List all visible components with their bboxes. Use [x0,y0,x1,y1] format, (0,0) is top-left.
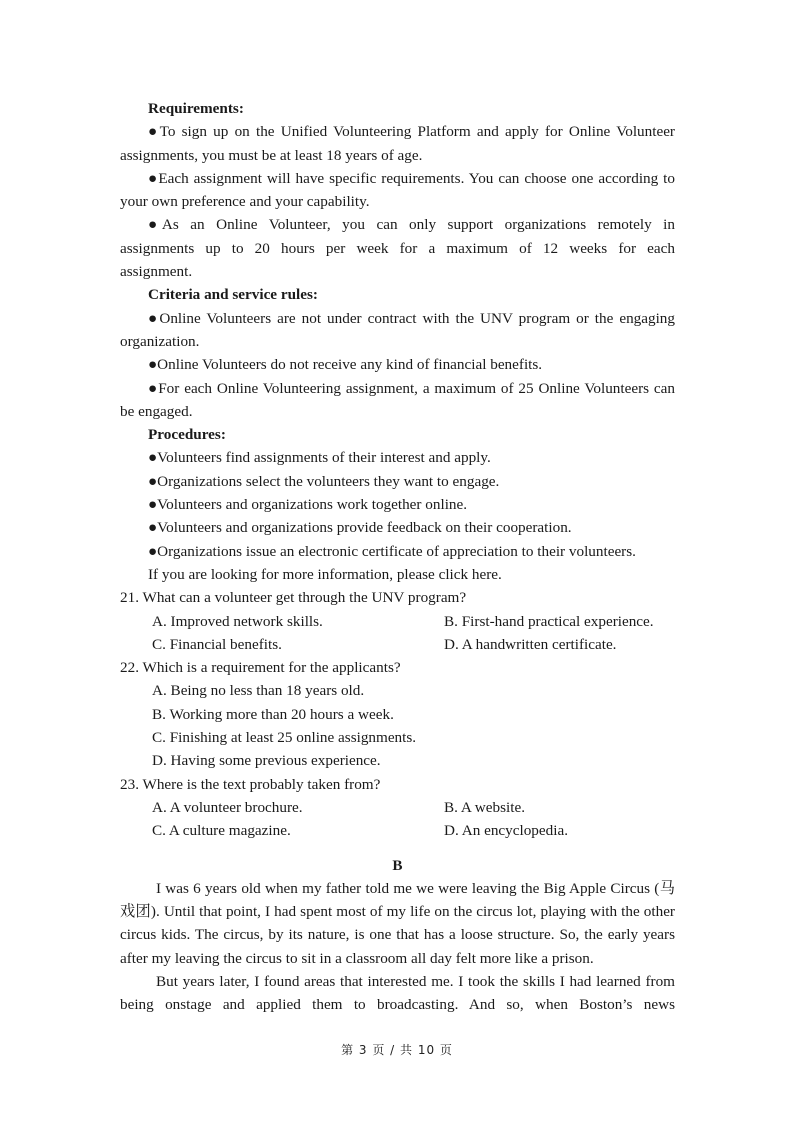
option-c[interactable]: C. A culture magazine. [152,822,291,840]
question-stem: 22. Which is a requirement for the applicants? [120,659,401,677]
option-c[interactable]: C. Finishing at least 25 online assignments. [152,729,417,747]
option-a[interactable]: A. Improved network skills. [152,612,323,630]
criteria-item: ●For each Online Volunteering assignment, a maximum of 25 Online Volunteers can be engaged. [120,379,675,420]
more-info-link[interactable]: If you are looking for more information, please click here. [148,565,502,583]
question-22 [120,656,675,772]
passage-b-title: B [392,856,403,874]
procedure-item: ●Volunteers and organizations provide feedback on their cooperation. [148,519,572,537]
option-b[interactable]: B. First-hand practical experience. [444,612,654,630]
criteria-heading: Criteria and service rules: [148,286,318,304]
procedure-item: ●Organizations select the volunteers they want to engage. [148,472,500,490]
option-d[interactable]: D. An encyclopedia. [444,822,568,840]
option-b[interactable]: B. A website. [444,798,526,816]
requirements-heading: Requirements: [148,100,244,117]
passage-paragraph: I was 6 years old when my father told me we were leaving the Big Apple Circus (马戏团). Until that point, I had spent most of my life on the circus lot, playing with the other circus kids. The circus, by its nature, is one that has a loose structure. So, the early years after my leaving the circus to sit in a classroom all day felt more like a prison. [120,879,675,967]
question-stem: 23. Where is the text probably taken from? [120,775,381,793]
question-23 [120,773,675,843]
option-b[interactable]: B. Working more than 20 hours a week. [152,705,394,723]
criteria-item: ●Online Volunteers do not receive any kind of financial benefits. [148,356,543,374]
procedures-heading: Procedures: [148,426,226,444]
document-page [120,97,675,1017]
procedure-item: ●Volunteers and organizations work together online. [148,496,468,514]
procedure-item: ●Organizations issue an electronic certificate of appreciation to their volunteers. [148,542,636,560]
requirement-item: ●As an Online Volunteer, you can only support organizations remotely in assignments up to 20 hours per week for a maximum of 12 weeks for each assignment. [120,216,675,281]
criteria-item: ●Online Volunteers are not under contract with the UNV program or the engaging organization. [120,309,675,350]
page-number-footer: 第 3 页 / 共 10 页 [341,1043,453,1057]
requirement-item: ●To sign up on the Unified Volunteering Platform and apply for Online Volunteer assignments, you must be at least 18 years of age. [120,123,675,164]
question-21 [120,586,675,656]
option-d[interactable]: D. Having some previous experience. [152,752,381,770]
option-a[interactable]: A. Being no less than 18 years old. [152,682,365,700]
option-c[interactable]: C. Financial benefits. [152,635,282,653]
option-d[interactable]: D. A handwritten certificate. [444,635,617,653]
option-a[interactable]: A. A volunteer brochure. [152,798,303,816]
procedure-item: ●Volunteers find assignments of their interest and apply. [148,449,491,467]
passage-paragraph: But years later, I found areas that interested me. I took the skills I had learned from being onstage and applied them to broadcasting. And so, when Boston’s news [120,972,675,1014]
question-stem: 21. What can a volunteer get through the UNV program? [120,589,467,607]
requirement-item: ●Each assignment will have specific requirements. You can choose one according to your own preference and your capability. [120,169,675,211]
